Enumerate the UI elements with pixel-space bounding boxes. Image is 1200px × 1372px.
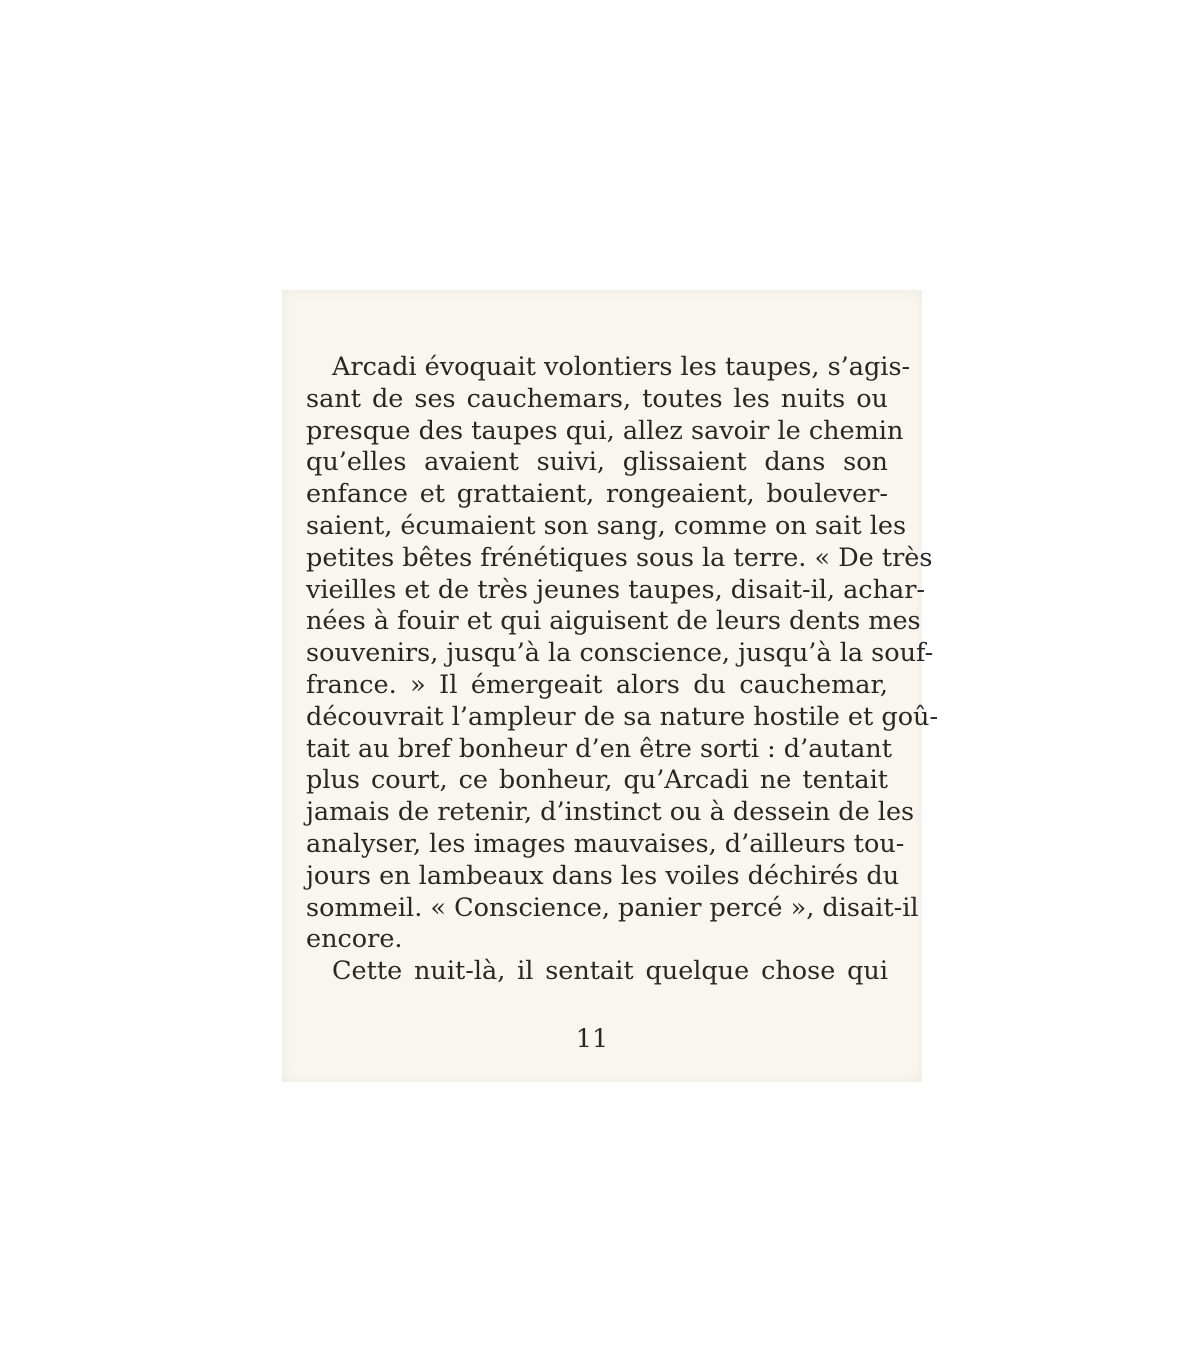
text-line: Cette nuit-là, il sentait quelque chose qui: [332, 956, 888, 987]
text-line: tait au bref bonheur d’en être sorti : d’autant: [306, 733, 892, 764]
text-line: enfance et grattaient, rongeaient, boulever-: [306, 479, 888, 510]
page-number: 11: [575, 1024, 609, 1054]
text-line: vieilles et de très jeunes taupes, disait-il, achar-: [306, 574, 926, 605]
text-line: sommeil. « Conscience, panier percé », disait-il: [306, 892, 919, 923]
book-page: [282, 290, 939, 1082]
text-line: Arcadi évoquait volontiers les taupes, s’agis-: [332, 352, 911, 382]
text-line: nées à fouir et qui aiguisent de leurs dents mes: [306, 606, 921, 637]
text-line: petites bêtes frénétiques sous la terre. « De très: [306, 542, 933, 573]
text-line: saient, écumaient son sang, comme on sait les: [306, 510, 907, 541]
text-line: plus court, ce bonheur, qu’Arcadi ne tentait: [306, 765, 888, 796]
text-line: jamais de retenir, d’instinct ou à dessein de les: [306, 797, 915, 828]
text-line: qu’elles avaient suivi, glissaient dans son: [306, 447, 888, 478]
text-line: jours en lambeaux dans les voiles déchirés du: [306, 860, 900, 891]
text-line: sant de ses cauchemars, toutes les nuits ou: [306, 383, 888, 414]
text-line: souvenirs, jusqu’à la conscience, jusqu’à la souf-: [306, 638, 934, 669]
text-line: découvrait l’ampleur de sa nature hostile et goû-: [306, 701, 939, 732]
text-line: presque des taupes qui, allez savoir le chemin: [306, 415, 904, 446]
text-line: analyser, les images mauvaises, d’ailleurs tou-: [306, 828, 905, 859]
text-line: france. » Il émergeait alors du cauchemar,: [306, 669, 888, 700]
text-line: encore.: [306, 924, 403, 955]
body-text: [306, 352, 939, 988]
